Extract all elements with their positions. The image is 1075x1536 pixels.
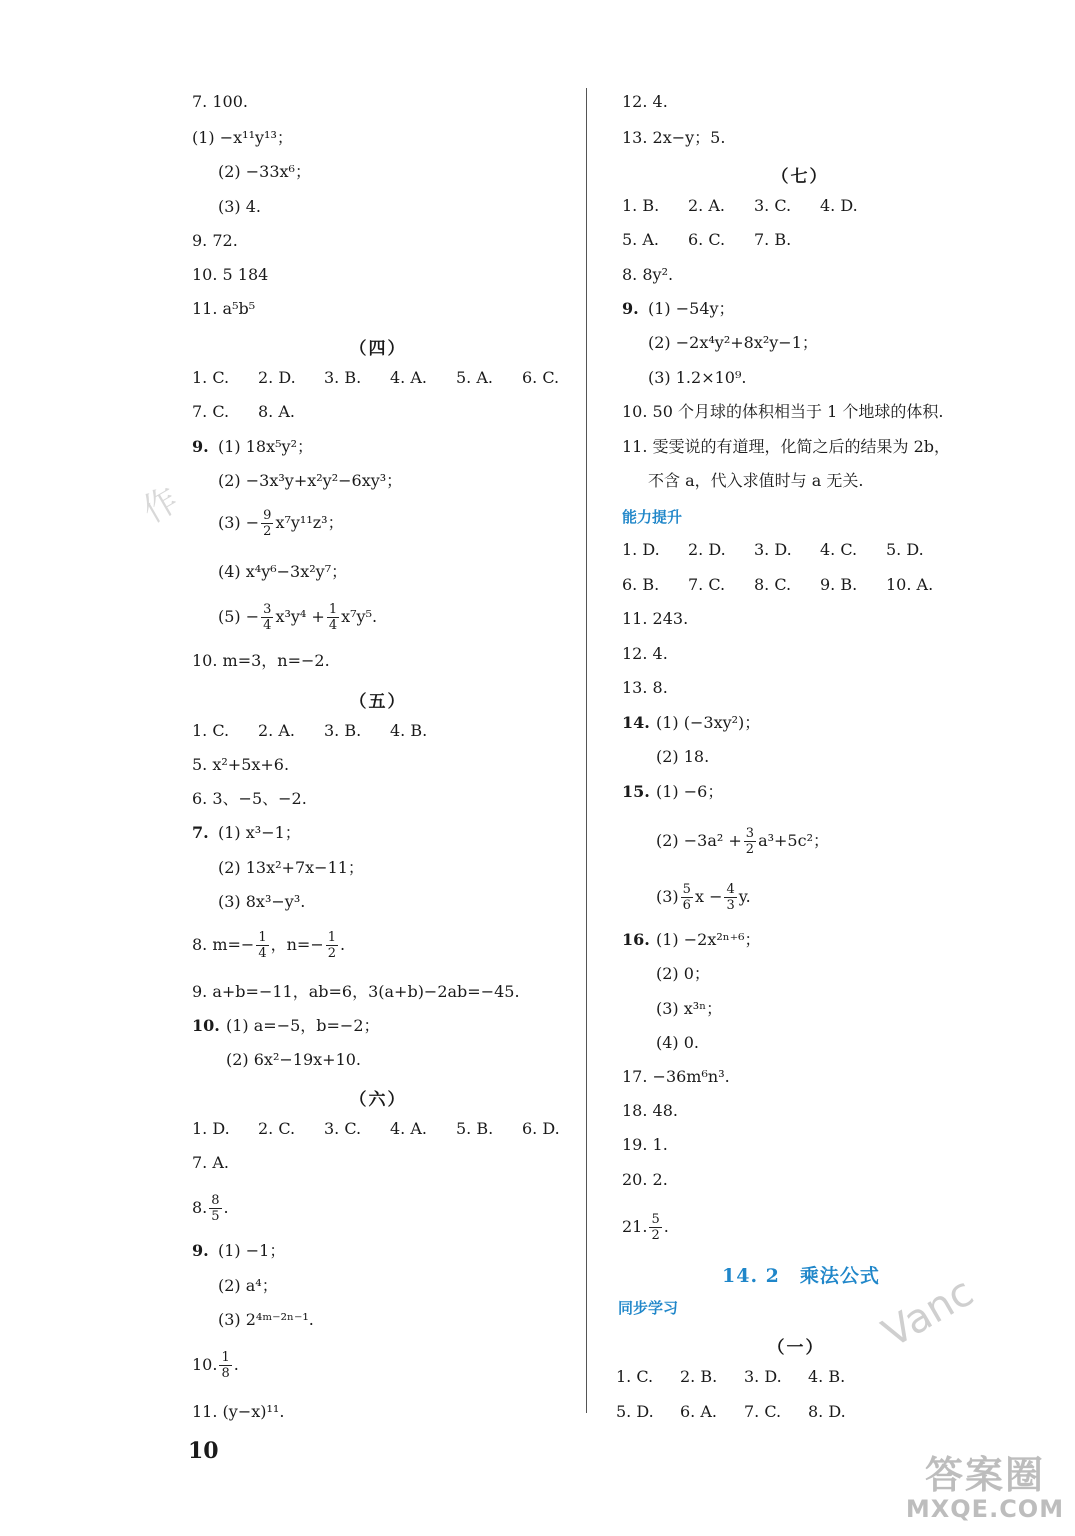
- column-divider: [586, 88, 587, 1413]
- choice: 10. A.: [886, 575, 934, 594]
- answer-ab-16-2: (2) 0；: [656, 964, 710, 983]
- denominator: 2: [745, 842, 755, 857]
- choice: 9. B.: [820, 575, 858, 594]
- denominator: 4: [328, 618, 338, 633]
- answer-7-9-3: (3) 1.2×10⁹.: [648, 368, 747, 387]
- choice: 2. D.: [258, 368, 296, 387]
- denominator: 4: [263, 618, 272, 633]
- choice: 5. A.: [456, 368, 493, 387]
- denominator: 2: [327, 946, 337, 961]
- numerator: 9: [263, 508, 272, 523]
- fraction: [681, 882, 693, 913]
- choice: 5. B.: [456, 1119, 494, 1138]
- choice: 1. D.: [192, 1119, 230, 1138]
- answer-ab-14-2: (2) 18.: [656, 747, 710, 766]
- numerator: 5: [651, 1212, 660, 1227]
- answer-12: 12. 4.: [622, 92, 668, 111]
- question-number: 9.: [622, 299, 639, 318]
- site-logo-watermark: [905, 1455, 1065, 1530]
- choice: 1. D.: [622, 540, 660, 559]
- answer-ab-15-1: [622, 782, 723, 802]
- part-text: (1) a=−5，b=−2；: [226, 1016, 380, 1035]
- fraction: [649, 1212, 661, 1243]
- fraction: [744, 826, 756, 857]
- part-text: (1) 18x⁵y²；: [218, 437, 314, 456]
- answer-6-9-1: [192, 1241, 285, 1261]
- numerator: 1: [328, 602, 338, 617]
- answer-6-9-3: (3) 2⁴ᵐ⁻²ⁿ⁻¹.: [218, 1310, 314, 1329]
- denominator: 5: [211, 1209, 220, 1224]
- numerator: 1: [258, 930, 267, 945]
- part-text: (1) −54y；: [648, 299, 735, 318]
- watermark-left: 作: [136, 479, 186, 532]
- fraction: [724, 882, 736, 913]
- choice: 4. D.: [820, 196, 858, 215]
- choice: 3. B.: [324, 368, 362, 387]
- choice-row-1a: [616, 1367, 845, 1387]
- choice: 2. D.: [688, 540, 726, 559]
- part-text: ，n=−: [270, 935, 324, 954]
- watermark-right: Vanc: [874, 1269, 982, 1357]
- answer-11: 11. a⁵b⁵: [192, 299, 256, 318]
- choice: 1. C.: [616, 1367, 654, 1386]
- question-number: 16.: [622, 930, 650, 949]
- answer-10: 10. 5 184: [192, 265, 269, 284]
- answer-5-10-2: (2) 6x²−19x+10.: [226, 1050, 362, 1069]
- part-text: (1) −1；: [218, 1241, 286, 1260]
- answer-ab-16-4: (4) 0.: [656, 1033, 700, 1052]
- answer-4-10: 10. m=3，n=−2.: [192, 651, 330, 670]
- answer-6-8: [192, 1193, 229, 1224]
- answer-6-10: [192, 1350, 239, 1381]
- section-heading-7: （七）: [771, 167, 829, 187]
- answer-4-9-5: [218, 602, 377, 633]
- choice: 7. B.: [754, 230, 792, 249]
- choice: 6. D.: [522, 1119, 560, 1138]
- choice: 2. A.: [258, 721, 295, 740]
- part-text: (1) (−3xy²)；: [656, 713, 761, 732]
- choice: 5. A.: [622, 230, 659, 249]
- part-text: y.: [738, 887, 751, 906]
- choice: 2. C.: [258, 1119, 296, 1138]
- part-text: (1) x³−1；: [218, 823, 301, 842]
- answer-4-9-4: (4) x⁴y⁶−3x²y⁷；: [218, 562, 348, 581]
- part-text: (2) −3a² +: [656, 831, 742, 850]
- part-text: .: [223, 1198, 229, 1217]
- denominator: 4: [258, 946, 267, 961]
- answer-5-7-2: (2) 13x²+7x−11；: [218, 858, 364, 877]
- part-text: 8. m=−: [192, 935, 255, 954]
- answer-6-9-2: (2) a⁴；: [218, 1276, 278, 1295]
- denominator: 6: [682, 898, 691, 913]
- part-text: x −: [694, 887, 723, 906]
- choice: 6. C.: [522, 368, 560, 387]
- answer-ab-20: 20. 2.: [622, 1170, 668, 1189]
- chapter-title: 14. 2 乘法公式: [722, 1265, 880, 1287]
- subsection-sync: 同步学习: [618, 1299, 679, 1317]
- choice: 1. B.: [622, 196, 660, 215]
- answer-ab-11: 11. 243.: [622, 609, 689, 628]
- part-text: x⁷y⁵.: [341, 607, 378, 626]
- answer-ab-15-3: [656, 882, 751, 913]
- choice-row-4a: [192, 368, 559, 388]
- numerator: 4: [726, 882, 735, 897]
- choice: 3. C.: [324, 1119, 362, 1138]
- answer-7-9-2: (2) −2x⁴y²+8x²y−1；: [648, 333, 818, 352]
- numerator: 3: [263, 602, 272, 617]
- part-text: .: [233, 1355, 239, 1374]
- page-number: 10: [188, 1438, 219, 1464]
- choice: 8. C.: [754, 575, 792, 594]
- answer-7-9-1: [622, 299, 735, 319]
- answer-4-9-3: [218, 508, 344, 539]
- numerator: 3: [745, 826, 755, 841]
- choice: 8. D.: [808, 1402, 846, 1421]
- choice: 2. B.: [680, 1367, 718, 1386]
- answer-5-9: 9. a+b=−11，ab=6，3(a+b)−2ab=−45.: [192, 982, 520, 1001]
- choice-row-7a: [622, 196, 858, 216]
- numerator: 8: [211, 1193, 220, 1208]
- choice: 4. A.: [390, 1119, 427, 1138]
- choice: 7. C.: [688, 575, 726, 594]
- part-text: (3): [656, 887, 679, 906]
- question-number: 15.: [622, 782, 650, 801]
- part-text: x⁷y¹¹z³；: [275, 513, 344, 532]
- part-text: (5) −: [218, 607, 260, 626]
- choice: 5. D.: [886, 540, 924, 559]
- logo-url: MXQE.COM: [905, 1495, 1065, 1523]
- choice: 3. D.: [754, 540, 792, 559]
- choice-row-7b: [622, 230, 791, 250]
- fraction: [327, 602, 339, 633]
- section-heading-1: （一）: [767, 1338, 825, 1358]
- choice: 4. B.: [390, 721, 428, 740]
- choice-row-5: [192, 721, 427, 741]
- choice: 7. C.: [192, 402, 230, 421]
- answer-ab-19: 19. 1.: [622, 1135, 668, 1154]
- choice: 3. D.: [744, 1367, 782, 1386]
- choice: 8. A.: [258, 402, 295, 421]
- answer-9: 9. 72.: [192, 231, 238, 250]
- part-text: a³+5c²；: [758, 831, 829, 850]
- answer-8-part-2: (2) −33x⁶；: [218, 162, 311, 181]
- section-heading-6: （六）: [349, 1090, 407, 1110]
- choice-row-ability-b: [622, 575, 933, 595]
- choice: 6. A.: [680, 1402, 717, 1421]
- answer-5-7-3: (3) 8x³−y³.: [218, 892, 306, 911]
- part-text: 8.: [192, 1198, 208, 1217]
- answer-7-10: 10. 50 个月球的体积相当于 1 个地球的体积.: [622, 402, 944, 421]
- question-number: 9.: [192, 437, 209, 456]
- answer-5-6: 6. 3、−5、−2.: [192, 789, 307, 808]
- answer-7-8: 8. 8y².: [622, 265, 674, 284]
- part-text: x³y⁴ +: [275, 607, 325, 626]
- fraction: [209, 1193, 221, 1224]
- question-number: 9.: [192, 1241, 209, 1260]
- answer-ab-16-3: (3) x³ⁿ；: [656, 999, 723, 1018]
- answer-6-7: 7. A.: [192, 1153, 229, 1172]
- choice: 1. C.: [192, 368, 230, 387]
- choice: 6. C.: [688, 230, 726, 249]
- answer-ab-13: 13. 8.: [622, 678, 668, 697]
- choice-row-4b: [192, 402, 295, 422]
- answer-5-5: 5. x²+5x+6.: [192, 755, 290, 774]
- choice-row-ability-a: [622, 540, 924, 560]
- answer-ab-16-1: [622, 930, 761, 950]
- answer-5-10-1: [192, 1016, 380, 1036]
- choice: 1. C.: [192, 721, 230, 740]
- answer-ab-21: [622, 1212, 669, 1243]
- answer-7: 7. 100.: [192, 92, 248, 111]
- part-text: .: [340, 935, 346, 954]
- choice-row-6: [192, 1119, 560, 1139]
- part-text: (1) −2x²ⁿ⁺⁶；: [656, 930, 761, 949]
- answer-7-11-line2: 不含 a，代入求值时与 a 无关.: [648, 471, 864, 490]
- answer-ab-18: 18. 48.: [622, 1101, 678, 1120]
- question-number: 10.: [192, 1016, 220, 1035]
- answer-4-9-2: (2) −3x³y+x²y²−6xy³；: [218, 471, 403, 490]
- part-text: .: [663, 1217, 669, 1236]
- answer-7-11-line1: 11. 雯雯说的有道理，化简之后的结果为 2b，: [622, 437, 951, 456]
- denominator: 2: [263, 524, 272, 539]
- fraction: [261, 602, 273, 633]
- numerator: 1: [221, 1350, 230, 1365]
- fraction: [261, 508, 273, 539]
- denominator: 2: [651, 1228, 660, 1243]
- answer-ab-14-1: [622, 713, 760, 733]
- numerator: 5: [682, 882, 691, 897]
- choice: 5. D.: [616, 1402, 654, 1421]
- answer-ab-17: 17. −36m⁶n³.: [622, 1067, 730, 1086]
- answer-5-7-1: [192, 823, 301, 843]
- part-text: 10.: [192, 1355, 218, 1374]
- answer-13: 13. 2x−y；5.: [622, 128, 726, 147]
- answer-ab-12: 12. 4.: [622, 644, 668, 663]
- answer-ab-15-2: [656, 826, 829, 857]
- choice: 3. B.: [324, 721, 362, 740]
- section-heading-5: （五）: [349, 692, 407, 712]
- question-number: 14.: [622, 713, 650, 732]
- choice: 4. B.: [808, 1367, 846, 1386]
- choice: 4. A.: [390, 368, 427, 387]
- fraction: [219, 1350, 231, 1381]
- question-number: 7.: [192, 823, 209, 842]
- subsection-ability: 能力提升: [622, 508, 683, 526]
- fraction: [326, 930, 338, 961]
- choice: 7. C.: [744, 1402, 782, 1421]
- logo-text: 答案圈: [924, 1453, 1045, 1497]
- numerator: 1: [327, 930, 337, 945]
- choice: 6. B.: [622, 575, 660, 594]
- answer-6-11: 11. (y−x)¹¹.: [192, 1402, 285, 1421]
- denominator: 3: [726, 898, 735, 913]
- part-text: (1) −6；: [656, 782, 724, 801]
- part-text: (3) −: [218, 513, 260, 532]
- section-heading-4: （四）: [349, 339, 407, 359]
- choice: 2. A.: [688, 196, 725, 215]
- choice: 3. C.: [754, 196, 792, 215]
- fraction: [256, 930, 268, 961]
- answer-4-9-1: [192, 437, 313, 457]
- denominator: 8: [221, 1366, 230, 1381]
- answer-5-8: [192, 930, 345, 961]
- answer-8-part-3: (3) 4.: [218, 197, 262, 216]
- choice-row-1b: [616, 1402, 846, 1422]
- answer-8-part-1: (1) −x¹¹y¹³；: [192, 128, 293, 147]
- part-text: 21.: [622, 1217, 648, 1236]
- choice: 4. C.: [820, 540, 858, 559]
